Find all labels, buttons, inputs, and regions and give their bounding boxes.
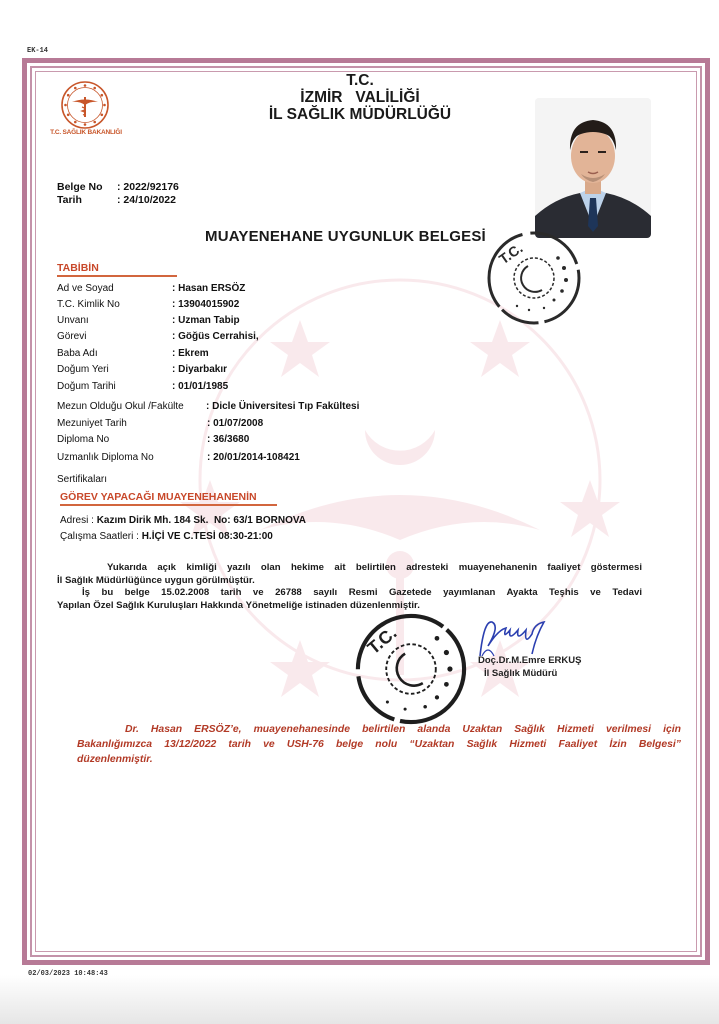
approval-paragraph [57,562,642,612]
signatory-title: İl Sağlık Müdürü [484,668,558,679]
physician-field-label: Baba Adı [57,348,98,359]
clinic-hours-row [60,531,273,542]
physician-field-label: Diploma No [57,434,110,445]
stamp-top-text: T.C. [495,239,526,268]
physician-field-value: : 13904015902 [172,299,240,310]
physician-field-label: Sertifikaları [57,474,108,485]
clinic-hours-label: Çalışma Saatleri : [60,531,139,542]
document-date-value: : 24/10/2022 [117,194,176,206]
section-physician-underline [57,275,177,277]
physician-field-value: : 01/01/1985 [172,381,229,392]
physician-field-value: : Göğüs Cerrahisi, [172,331,259,342]
document-number-label: Belge No [57,181,103,193]
clinic-address-row [60,515,306,526]
header-tc: T.C. [346,72,374,89]
form-code: EK-14 [27,47,49,55]
document-number-row [57,181,179,193]
physician-field-label: Uzmanlık Diploma No [57,452,154,463]
note-line-1: Dr. Hasan ERSÖZ’e, muayenehanesinde belirtilen alanda Uzaktan Sağlık Hizmeti verilmesi için [125,724,681,735]
print-timestamp: 02/03/2023 10:48:43 [28,970,108,978]
header-governorship: İZMİR VALİLİĞİ [300,89,420,106]
clinic-hours-value: H.İÇİ VE C.TESİ 08:30-21:00 [141,531,273,542]
physician-field-value: : 01/07/2008 [207,418,264,429]
note-line-3: düzenlenmiştir. [77,754,153,765]
note-line-2: Bakanlığımızca 13/12/2022 tarih ve USH-76 belge nolu “Uzaktan Sağlık Hizmeti Faaliyet İzin Belgesi” [77,739,681,750]
physician-photo [535,98,651,238]
document-number-value: : 2022/92176 [117,181,179,193]
physician-field-label: Mezun Olduğu Okul /Fakülte [57,401,184,412]
portrait-icon [535,98,651,238]
official-stamp-top-icon [484,228,584,328]
physician-field-value: : 36/3680 [207,434,250,445]
regulation-line-1: İş bu belge 15.02.2008 tarih ve 26788 sayılı Resmi Gazetede yayımlanan Ayakta Teşhis ve Tedavi [82,587,642,598]
regulation-line-2: Yapılan Özel Sağlık Kuruluşları Hakkında Yönetmeliğe istinaden düzenlenmiştir. [57,599,420,611]
section-clinic-underline [60,504,277,506]
ministry-logo-caption: T.C. SAĞLIK BAKANLIĞI [50,129,122,136]
physician-field-label: Ad ve Soyad [57,283,114,294]
official-stamp-signature-icon [352,610,470,728]
remote-health-note [77,722,681,767]
approval-line-2: İl Sağlık Müdürlüğünce uygun görülmüştür. [57,574,255,586]
stamp-signature-text: T.C. [363,622,401,659]
document-date-label: Tarih [57,194,82,206]
document-date-row [57,194,176,206]
physician-field-label: Mezuniyet Tarih [57,418,127,429]
physician-field-value: : Diyarbakır [172,364,228,375]
physician-field-value: : Ekrem [172,348,209,359]
physician-field-label: Doğum Yeri [57,364,109,375]
physician-field-value: : Uzman Tabip [172,315,240,326]
physician-field-label: Görevi [57,331,87,342]
document-title: MUAYENEHANE UYGUNLUK BELGESİ [205,228,486,245]
signatory-name: Doç.Dr.M.Emre ERKUŞ [478,655,582,666]
header-directorate: İL SAĞLIK MÜDÜRLÜĞÜ [268,106,452,123]
approval-line-1: Yukarıda açık kimliği yazılı olan hekime ait belirtilen adresteki muayenehanenin faaliyet göstermesi [107,562,642,573]
physician-field-value: : 20/01/2014-108421 [207,452,300,463]
physician-field-value: : Hasan ERSÖZ [172,283,246,294]
physician-field-label: Doğum Tarihi [57,381,116,392]
clinic-address-value: Kazım Dirik Mh. 184 Sk. No: 63/1 BORNOVA [96,515,307,526]
section-physician-heading: TABİBİN [57,262,99,274]
clinic-address-label: Adresi : [60,515,94,526]
section-clinic-heading: GÖREV YAPACAĞI MUAYENEHANENİN [60,491,257,503]
physician-field-value: : Dicle Üniversitesi Tıp Fakültesi [206,401,360,412]
physician-field-label: T.C. Kimlik No [57,299,120,310]
physician-field-label: Unvanı [57,315,89,326]
ministry-logo-icon [60,80,110,130]
